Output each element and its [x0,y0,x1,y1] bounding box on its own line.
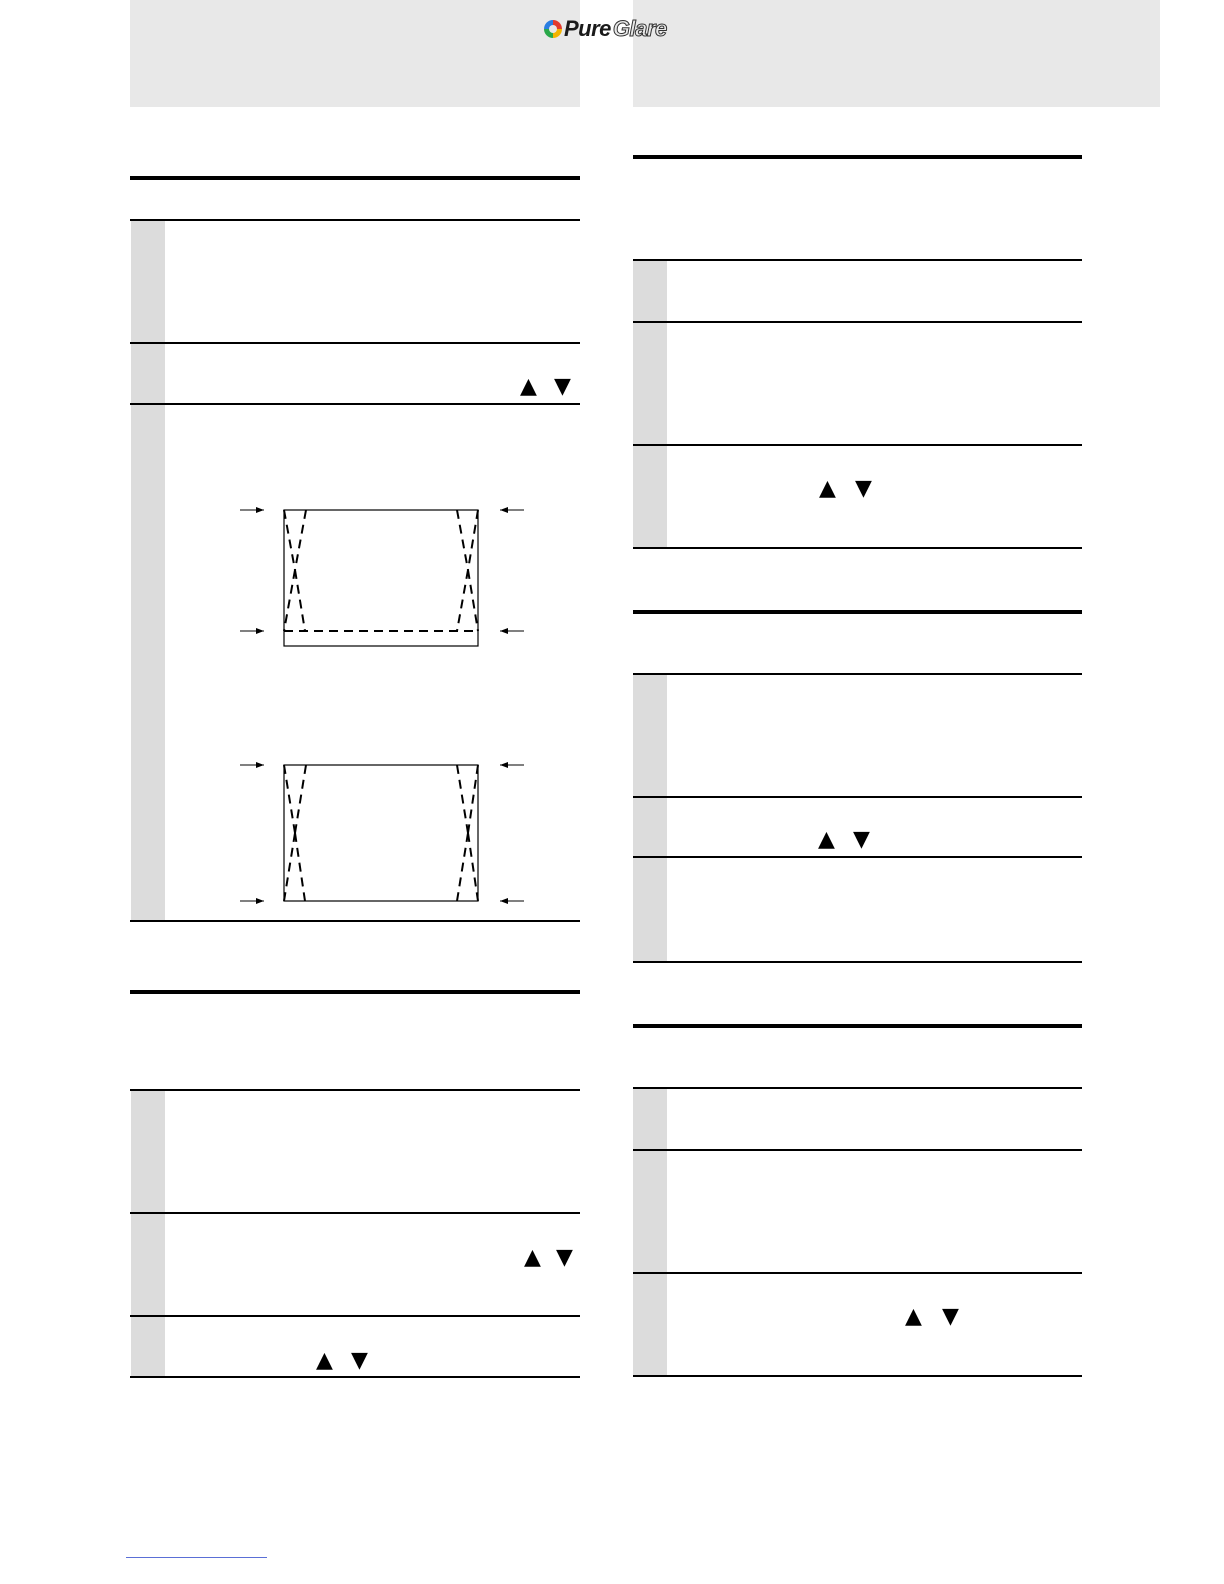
pureglare-logo [544,16,667,42]
step-gutter [633,1151,667,1272]
section-rule-left-2 [130,990,580,994]
up-arrow-icon: ▲ [524,1245,541,1270]
footer-link-underline[interactable] [126,1557,267,1558]
table-rule [633,1375,1082,1377]
table-rule [633,1087,1082,1089]
down-arrow-icon: ▼ [855,476,872,501]
step-gutter [633,798,667,856]
table-rule [633,856,1082,858]
step-gutter [131,344,165,403]
table-rule [130,1089,580,1091]
down-arrow-icon: ▼ [853,827,870,852]
table-rule [130,219,580,221]
logo-text-glare: Glare [612,16,667,41]
step-gutter [633,675,667,796]
table-rule [633,1272,1082,1274]
table-rule [633,796,1082,798]
up-arrow-icon: ▲ [818,827,835,852]
logo-text-pure: Pure [564,16,611,41]
step-gutter [633,1274,667,1375]
pureglare-logo-icon [544,20,562,38]
section-rule-top-right [633,155,1082,159]
step-gutter [633,261,667,321]
header-band-left [130,0,580,107]
section-rule-top-left [130,176,580,180]
up-arrow-icon: ▲ [819,476,836,501]
table-rule [130,920,580,922]
step-gutter [131,1091,165,1212]
keystone-diagram-bottom [236,755,528,907]
step-gutter [131,405,165,920]
down-arrow-icon: ▼ [942,1304,959,1329]
table-rule [130,403,580,405]
down-arrow-icon: ▼ [351,1348,368,1373]
header-band-right [633,0,1160,107]
section-rule-right-3 [633,1024,1082,1028]
down-arrow-icon: ▼ [554,374,571,399]
step-gutter [131,1214,165,1315]
table-rule [633,1149,1082,1151]
down-arrow-icon: ▼ [556,1245,573,1270]
up-arrow-icon: ▲ [316,1348,333,1373]
table-rule [633,444,1082,446]
table-rule [130,1376,580,1378]
step-gutter [131,1317,165,1376]
table-rule [633,961,1082,963]
table-rule [633,673,1082,675]
up-arrow-icon: ▲ [520,374,537,399]
step-gutter [633,323,667,444]
step-gutter [131,221,165,342]
section-rule-right-2 [633,610,1082,614]
table-rule [633,259,1082,261]
step-gutter [633,858,667,961]
step-gutter [633,1089,667,1149]
up-arrow-icon: ▲ [905,1304,922,1329]
step-gutter [633,446,667,547]
table-rule [130,342,580,344]
table-rule [633,547,1082,549]
table-rule [130,1315,580,1317]
table-rule [633,321,1082,323]
table-rule [130,1212,580,1214]
keystone-diagram-top [236,500,528,652]
